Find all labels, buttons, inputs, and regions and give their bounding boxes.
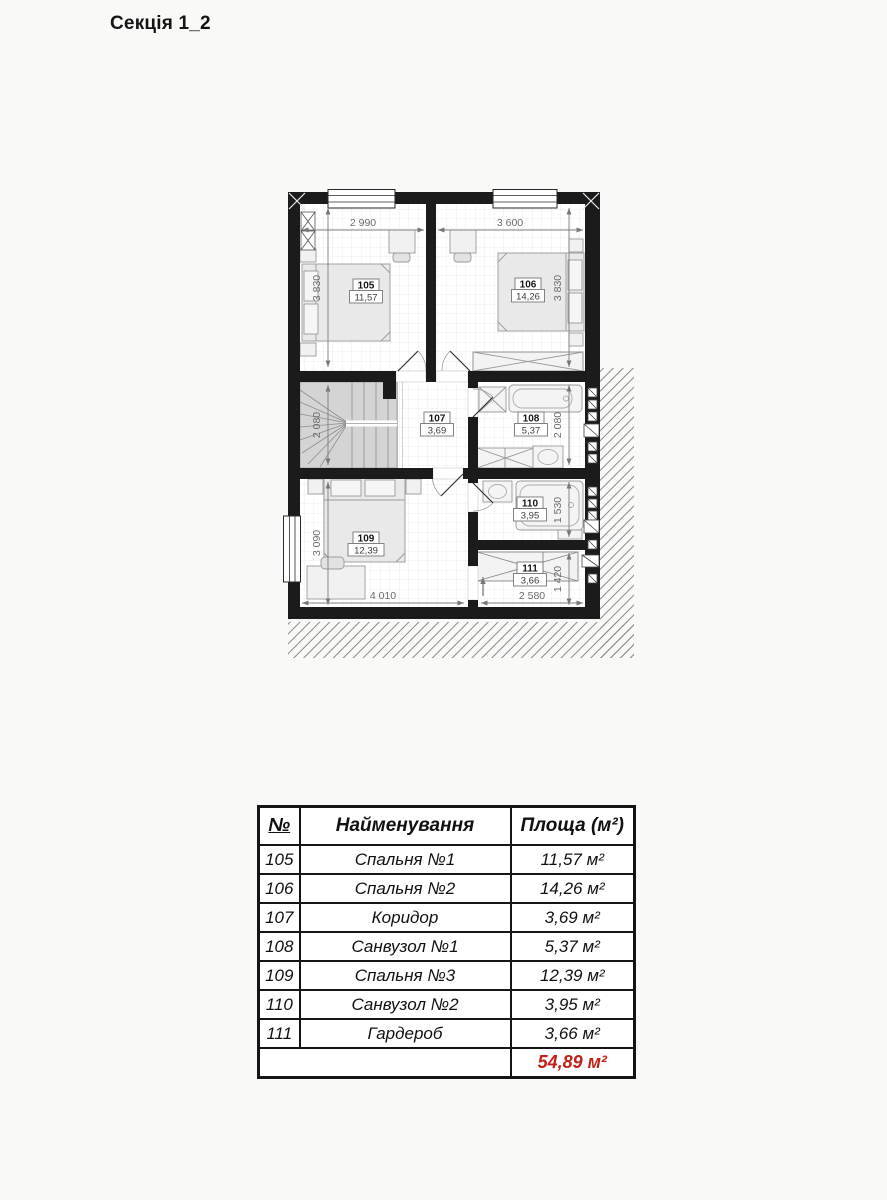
desk-icon — [389, 230, 415, 253]
window-icon — [328, 190, 395, 209]
cell-area: 14,26 м² — [511, 874, 635, 903]
chair-icon — [454, 253, 471, 262]
svg-text:107: 107 — [428, 413, 446, 425]
floor-plan-svg — [280, 186, 640, 668]
page-title: Секція 1_2 — [110, 13, 211, 34]
desk-icon — [307, 566, 365, 599]
svg-text:105: 105 — [357, 280, 375, 292]
cell-name: Гардероб — [300, 1019, 511, 1048]
dim-label: 4 010 — [369, 590, 397, 602]
cell-name: Коридор — [300, 903, 511, 932]
total-row — [259, 1048, 635, 1078]
dim-label: 1 530 — [552, 496, 564, 524]
svg-text:106: 106 — [519, 279, 537, 291]
dim-label: 3 600 — [496, 217, 524, 229]
table-header-row — [259, 807, 635, 846]
cell-name: Спальня №1 — [300, 845, 511, 874]
cell-number: 107 — [259, 903, 300, 932]
dim-label: 3 830 — [552, 274, 564, 302]
room-label-107 — [421, 412, 454, 437]
cell-area: 5,37 м² — [511, 932, 635, 961]
total-area: 54,89 м² — [511, 1048, 635, 1078]
chimney-shafts — [301, 212, 315, 250]
svg-text:14,26: 14,26 — [516, 291, 540, 303]
window-icon — [284, 516, 301, 582]
dim-label: 3 090 — [311, 529, 323, 557]
area-table — [257, 805, 636, 1079]
chair-icon — [321, 557, 344, 569]
cell-number: 105 — [259, 845, 300, 874]
col-header-number: № — [259, 807, 300, 846]
dim-label: 2 990 — [349, 217, 377, 229]
cell-area: 3,66 м² — [511, 1019, 635, 1048]
window-icon — [493, 190, 557, 209]
room-label-108 — [515, 412, 548, 437]
table-row — [259, 845, 635, 874]
cell-number: 110 — [259, 990, 300, 1019]
cell-number: 106 — [259, 874, 300, 903]
col-header-name: Найменування — [300, 807, 511, 846]
room-label-109 — [348, 532, 384, 557]
cell-area: 3,69 м² — [511, 903, 635, 932]
svg-text:12,39: 12,39 — [354, 545, 378, 557]
wardrobe-icon — [473, 352, 583, 371]
cell-number: 111 — [259, 1019, 300, 1048]
svg-text:3,95: 3,95 — [520, 510, 540, 522]
svg-text:11,57: 11,57 — [354, 292, 378, 304]
room-label-110 — [514, 497, 547, 522]
col-header-area: Площа (м²) — [511, 807, 635, 846]
room-label-105 — [350, 279, 383, 304]
svg-text:111: 111 — [522, 563, 538, 575]
shelf-icon — [558, 530, 582, 539]
table-row — [259, 1019, 635, 1048]
cell-area: 11,57 м² — [511, 845, 635, 874]
chair-icon — [393, 253, 410, 262]
floor-plan — [280, 186, 640, 668]
table-row — [259, 903, 635, 932]
cabinet-icon — [477, 448, 534, 468]
cell-number: 108 — [259, 932, 300, 961]
svg-text:3,69: 3,69 — [427, 425, 447, 437]
dim-label: 2 080 — [311, 411, 323, 439]
table-row — [259, 990, 635, 1019]
svg-text:109: 109 — [357, 533, 375, 545]
room-label-111 — [514, 562, 547, 587]
cell-name: Спальня №2 — [300, 874, 511, 903]
cell-name: Санвузол №2 — [300, 990, 511, 1019]
sink-icon — [483, 481, 512, 502]
svg-text:3,66: 3,66 — [520, 575, 540, 587]
table-row — [259, 874, 635, 903]
cell-name: Спальня №3 — [300, 961, 511, 990]
bathtub-icon — [509, 385, 582, 412]
table-row — [259, 932, 635, 961]
cell-name: Санвузол №1 — [300, 932, 511, 961]
total-empty-cell — [259, 1048, 511, 1078]
cell-area: 12,39 м² — [511, 961, 635, 990]
dim-label: 2 580 — [518, 590, 546, 602]
svg-text:110: 110 — [521, 498, 539, 510]
dim-label: 1 420 — [552, 565, 564, 593]
svg-text:108: 108 — [522, 413, 540, 425]
table-row — [259, 961, 635, 990]
cell-area: 3,95 м² — [511, 990, 635, 1019]
desk-icon — [450, 230, 476, 253]
svg-text:5,37: 5,37 — [521, 425, 541, 437]
dim-label: 3 830 — [311, 274, 323, 302]
dim-label: 2 080 — [552, 411, 564, 439]
cell-number: 109 — [259, 961, 300, 990]
room-label-106 — [512, 278, 545, 303]
sink-icon — [533, 446, 563, 468]
